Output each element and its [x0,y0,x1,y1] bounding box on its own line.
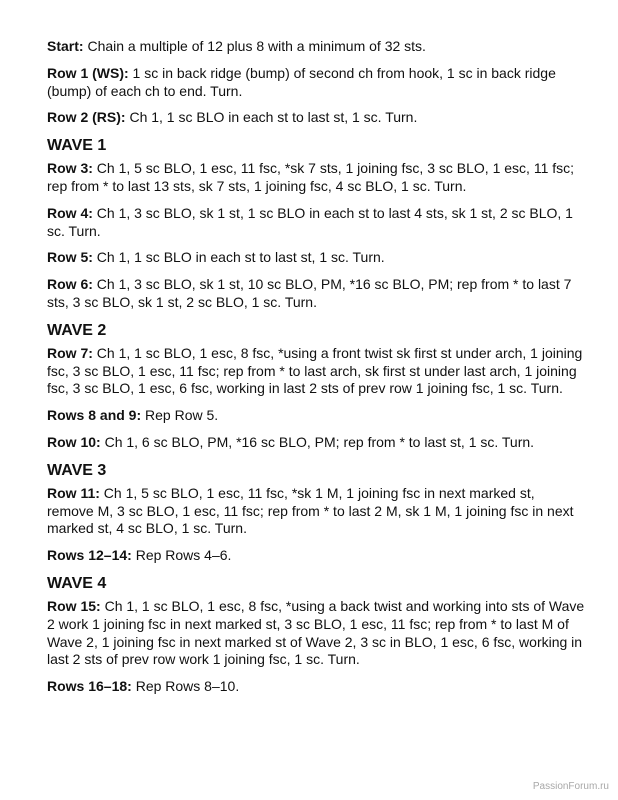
row-text: Rep Rows 8–10. [131,678,240,695]
instruction-row-7 [47,345,585,398]
row-text: Chain a multiple of 12 plus 8 with a minimum of 32 sts. [83,38,426,54]
row-text: Ch 1, 3 sc BLO, sk 1 st, 10 sc BLO, PM, *16 sc BLO, PM; rep from * to last 7 sts, 3 sc BLO, sk 1 st, 2 sc BLO, 1 sc. Turn. [47,276,572,310]
row-label: Row 5: [47,249,93,266]
instruction-rows-16-18 [47,678,585,696]
row-label: Start: [47,38,84,54]
row-text: Rep Rows 4–6. [131,547,232,564]
row-label: Rows 8 and 9: [47,407,142,424]
instruction-row-3 [47,160,585,196]
heading-wave-3: WAVE 3 [47,461,107,479]
row-text: Rep Row 5. [141,407,219,424]
row-text: Ch 1, 5 sc BLO, 1 esc, 11 fsc, *sk 7 sts, 1 joining fsc, 3 sc BLO, 1 esc, 11 fsc; rep from * to last 13 sts, sk 7 sts, 1 joining fsc, 4 sc BLO, 1 sc. Turn. [47,160,575,194]
row-text: Ch 1, 1 sc BLO in each st to last st, 1 sc. Turn. [125,109,418,126]
instruction-row-1 [47,65,585,101]
instruction-row-5 [47,249,585,267]
row-text: Ch 1, 6 sc BLO, PM, *16 sc BLO, PM; rep from * to last st, 1 sc. Turn. [100,433,535,450]
instruction-rows-12-14 [47,547,585,565]
row-text: Ch 1, 1 sc BLO, 1 esc, 8 fsc, *using a back twist and working into sts of Wave 2 work 1 joining fsc in next marked st, 3 sc BLO, 1 esc, 11 fsc; rep from * to last M of Wave 2, 1 joining fsc in next marked st of Wave 2, 3 sc in BLO, 1 esc, 6 fsc, working in last 2 sts of prev row work 1 joining fsc, 1 sc. Turn. [47,597,585,668]
instruction-row-6 [47,276,585,312]
row-text: Ch 1, 5 sc BLO, 1 esc, 11 fsc, *sk 1 M, 1 joining fsc in next marked st, remove M, 3 sc BLO, 1 esc, 11 fsc; rep from * to last 2 M, sk 1 M, 1 joining fsc in next marked st, 4 sc BLO, 1 sc. Turn. [47,484,574,537]
row-label: Row 10: [47,433,101,450]
instruction-row-10 [47,434,585,452]
heading-wave-4: WAVE 4 [47,574,107,592]
row-label: Row 15: [47,597,101,614]
instruction-row-15 [47,598,585,669]
instruction-start [47,38,585,56]
row-text: 1 sc in back ridge (bump) of second ch from hook, 1 sc in back ridge (bump) of each ch to end. Turn. [47,64,556,99]
row-text: Ch 1, 1 sc BLO in each st to last st, 1 sc. Turn. [92,249,385,266]
instruction-rows-8-9 [47,407,585,425]
row-text: Ch 1, 1 sc BLO, 1 esc, 8 fsc, *using a front twist sk first st under arch, 1 joining fsc, 3 sc BLO, 1 esc, 11 fsc; rep from * to last arch, sk first st under last arch, 1 joining fsc, 3 sc BLO, 1 esc, 6 fsc, working in last 2 sts of prev row 1 joining fsc, 1 sc. Turn. [47,344,583,397]
instruction-row-11 [47,485,585,538]
heading-wave-1: WAVE 1 [47,137,107,155]
pattern-document [47,38,585,705]
instruction-row-2 [47,109,585,127]
row-label: Row 3: [47,160,93,177]
row-label: Rows 16–18: [47,678,132,695]
row-label: Row 11: [47,484,100,501]
row-label: Rows 12–14: [47,547,132,564]
row-label: Row 1 (WS): [47,64,129,81]
row-text: Ch 1, 3 sc BLO, sk 1 st, 1 sc BLO in each st to last 4 sts, sk 1 st, 2 sc BLO, 1 sc. Turn. [47,204,573,239]
heading-wave-2: WAVE 2 [47,321,107,339]
row-label: Row 6: [47,276,93,293]
row-label: Row 2 (RS): [47,109,126,126]
instruction-row-4 [47,205,585,241]
site-watermark: PassionForum.ru [532,781,609,792]
row-label: Row 7: [47,344,93,361]
row-label: Row 4: [47,204,93,221]
